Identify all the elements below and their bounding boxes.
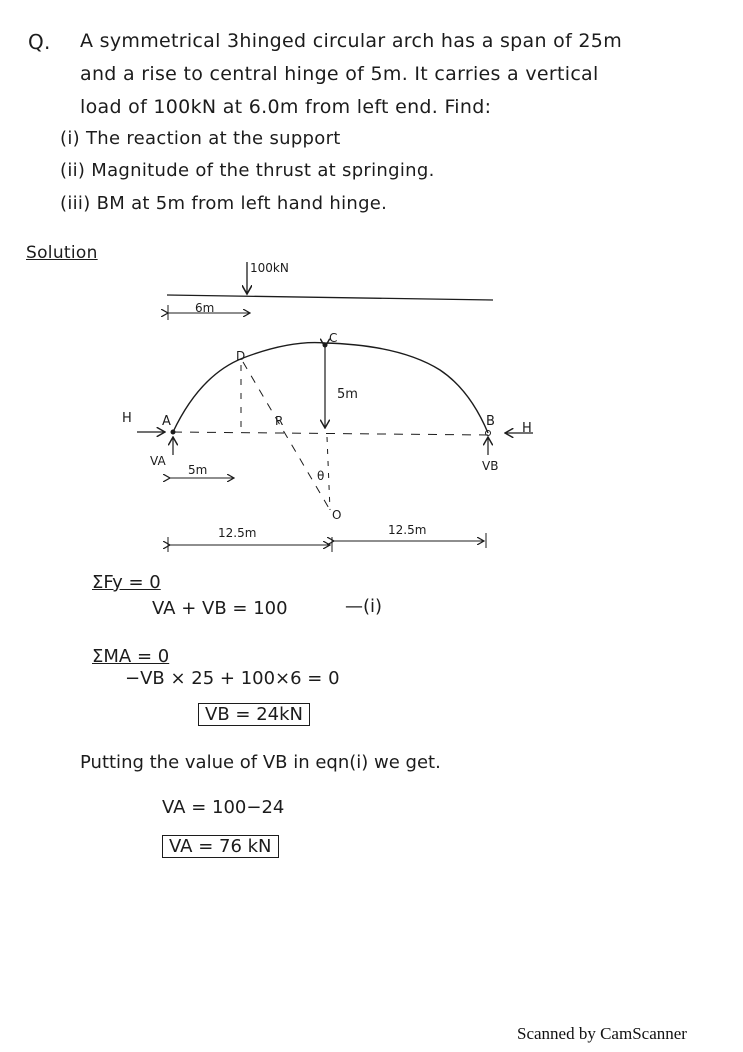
question-part-2: (ii) Magnitude of the thrust at springing. — [60, 160, 435, 181]
svg-text:H: H — [522, 421, 532, 436]
svg-text:θ: θ — [317, 469, 325, 483]
svg-text:12.5m: 12.5m — [388, 523, 427, 537]
svg-text:5m: 5m — [188, 463, 208, 477]
svg-text:VA: VA — [150, 454, 166, 468]
substitution-text: Putting the value of VB in eqn(i) we get. — [80, 752, 441, 773]
vb-result: VB = 24kN — [198, 703, 310, 726]
svg-text:VB: VB — [482, 459, 499, 473]
svg-text:R: R — [275, 414, 284, 428]
arch-curve — [173, 343, 488, 433]
va-result: VA = 76 kN — [162, 835, 279, 858]
sum-ma-equation: −VB × 25 + 100×6 = 0 — [125, 668, 340, 689]
sum-fy-equation: VA + VB = 100 — [152, 598, 288, 619]
question-line-1: A symmetrical 3hinged circular arch has a span of 25m — [80, 30, 623, 52]
svg-text:C: C — [329, 331, 338, 345]
load-label: 100kN — [250, 261, 289, 275]
sum-fy-heading: ΣFy = 0 — [92, 572, 161, 593]
svg-text:5m: 5m — [337, 387, 358, 402]
equation-ref-1: —(i) — [345, 596, 383, 617]
question-line-2: and a rise to central hinge of 5m. It carries a vertical — [80, 63, 599, 85]
scanner-watermark: Scanned by CamScanner — [517, 1024, 687, 1043]
svg-text:D: D — [236, 349, 246, 363]
springing-line — [173, 432, 488, 435]
question-part-3: (iii) BM at 5m from left hand hinge. — [60, 193, 388, 214]
sum-ma-heading: ΣMA = 0 — [92, 646, 170, 667]
svg-text:12.5m: 12.5m — [218, 526, 257, 540]
question-marker: Q. — [28, 30, 51, 54]
svg-text:B: B — [486, 414, 495, 429]
solution-title: Solution — [26, 243, 98, 263]
svg-text:H: H — [122, 411, 132, 426]
svg-text:O: O — [332, 508, 342, 522]
question-line-3: load of 100kN at 6.0m from left end. Find: — [80, 96, 492, 118]
svg-text:A: A — [162, 414, 171, 429]
load-beam-line — [167, 295, 493, 300]
question-part-1: (i) The reaction at the support — [60, 128, 341, 149]
load-distance-label: 6m — [195, 301, 215, 315]
va-equation: VA = 100−24 — [162, 797, 285, 818]
